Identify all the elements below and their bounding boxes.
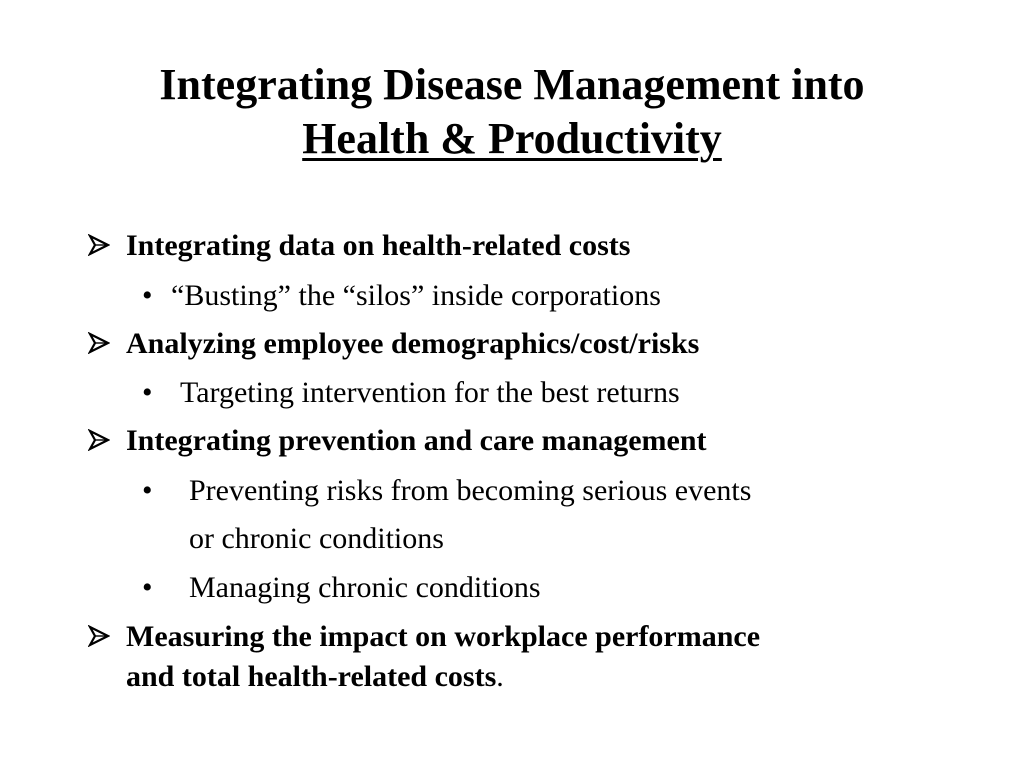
bullet-2-text: Analyzing employee demographics/cost/risks: [126, 327, 700, 360]
bullet-3-sub-2-text: Managing chronic conditions: [189, 571, 541, 604]
bullet-2-sub-1-text: Targeting intervention for the best returns: [180, 376, 680, 409]
bullet-3-text: Integrating prevention and care management: [126, 424, 707, 457]
dot-bullet-icon: •: [142, 376, 153, 409]
bullet-3-sub-1-line-2: or chronic conditions: [189, 522, 444, 555]
dot-bullet-icon: •: [142, 279, 153, 312]
title-line-2: Health & Productivity: [302, 114, 722, 163]
bullet-3-sub-1-line-1: Preventing risks from becoming serious events: [189, 474, 752, 507]
title-line-1: Integrating Disease Management into: [159, 60, 865, 109]
bullet-1-text: Integrating data on health-related costs: [126, 229, 631, 262]
bullet-1-sub-1-text: “Busting” the “silos” inside corporations: [171, 279, 661, 312]
bullet-4-line-2: and total health-related costs: [126, 660, 497, 693]
dot-bullet-icon: •: [142, 474, 153, 507]
bullet-4-period: .: [496, 660, 504, 693]
arrow-bullet-icon: [88, 429, 118, 451]
bullet-4-line-1: Measuring the impact on workplace performance: [126, 620, 761, 653]
arrow-bullet-icon: [88, 234, 118, 256]
dot-bullet-icon: •: [142, 571, 153, 604]
arrow-bullet-icon: [88, 625, 118, 647]
arrow-bullet-icon: [88, 332, 118, 354]
